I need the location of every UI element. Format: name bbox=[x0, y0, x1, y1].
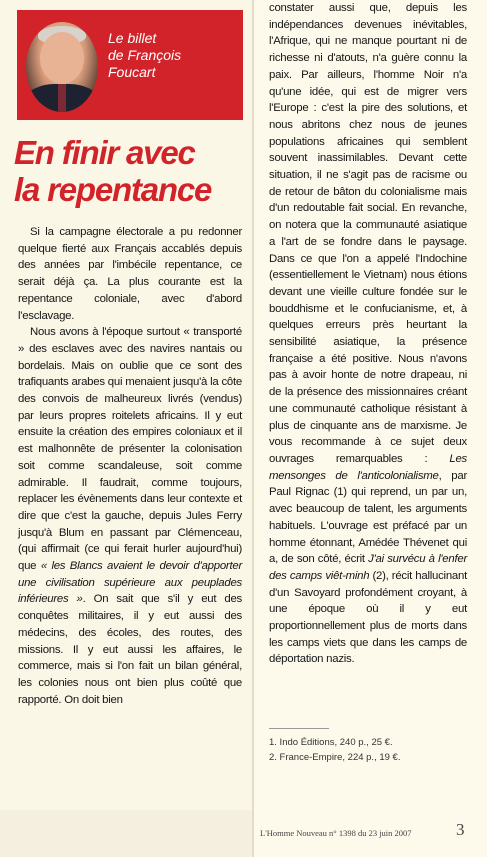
paragraph-3 bbox=[269, 0, 467, 668]
headline-line-2: la repentance bbox=[14, 171, 212, 208]
billet-line-3: Foucart bbox=[108, 64, 156, 80]
left-bottom-margin bbox=[0, 810, 252, 857]
headline-line-1: En finir avec bbox=[14, 134, 195, 171]
paragraph-2 bbox=[18, 324, 242, 708]
left-body-text bbox=[18, 224, 242, 708]
portrait-tie bbox=[58, 84, 66, 112]
paragraph-3-text-a: constater aussi que, depuis les indépendances devenues inévitables, l'Afrique, qui ne manque pourtant ni de richesse ni d'atouts, n'a guère connu la paix. Par ailleurs, l'homme Noir n'a qu'une idée, qui est de migrer vers l'Europe : c'est la pire des solutions, et nous abritons chez nous de jeunes populations africaines qui semblent souvent inassimilables. Devant cette situation, il ne s'agit pas de racisme ou de retour de bâton du colonialisme mais d'un redoutable fait social. En revanche, on notera que la communauté asiatique a l'art de se fondre dans le paysage. Dans ce que l'on a appelé l'Indochine (essentiellement le Vietnam) nous étions devant une vieille culture fondée sur le bouddhisme et le confucianisme, et, à quelques erreurs près heurtant la sensibilité asiatique, la présence française a été positive. Nous n'avons pas à avoir honte de notre drapeau, ni de la présence des missionnaires créant une communauté catholique résistant à plus de cinquante ans de marxisme. Je vous recommande à ce sujet deux ouvrages remarquables : bbox=[269, 2, 467, 465]
footnotes bbox=[269, 736, 469, 765]
right-body-text bbox=[269, 0, 467, 668]
ferry-quote: « les Blancs avaient le devoir d'apporter une civilisation supérieure aux peuplades inférieures » bbox=[18, 560, 242, 606]
notes-divider bbox=[269, 728, 329, 729]
paragraph-3-text-b: , par Paul Rignac (1) qui reprend, un par un, avec beaucoup de talent, les arguments habituels. L'ouvrage est préfacé par un homme étonnant, Amédée Thévenet qui a, de son côté, écrit bbox=[269, 469, 467, 566]
paragraph-2-text-b: . On sait que s'il y eut des conquêtes militaires, il y eut aussi des médecins, des écoles, des routes, des missions. Il y eut aussi les affaires, le commerce, mais si l'on fait un bilan général, les colonies nous ont bien plus coûté que rapporté. On doit bien bbox=[18, 593, 242, 706]
page-number: 3 bbox=[456, 820, 465, 839]
paragraph-3-text-c: (2), récit hallucinant d'un Savoyard profondément croyant, à une époque où il y eut proportionnellement plus de morts dans les camps viets que dans les camps de déportation nazis. bbox=[269, 569, 467, 666]
book-title-1: Les mensonges de l'anticolonialisme bbox=[269, 452, 467, 482]
paragraph-1-text: Si la campagne électorale a pu redonner quelque fierté aux Français accablés depuis des années par l'imbécile repentance, ce serait déjà ça. La plus courante est la repentance coloniale, avec d'abord l'esclavage. bbox=[18, 226, 242, 322]
book-title-2: J'ai survécu à l'enfer des camps viêt-minh bbox=[269, 553, 467, 582]
footnote-2: 2. France-Empire, 224 p., 19 €. bbox=[269, 751, 401, 763]
publication-footer: L'Homme Nouveau n° 1398 du 23 juin 2007 bbox=[260, 828, 412, 838]
article-headline bbox=[14, 134, 248, 208]
billet-caption bbox=[108, 30, 238, 81]
portrait-face bbox=[40, 32, 84, 84]
paragraph-1 bbox=[18, 224, 242, 324]
billet-line-1: Le billet bbox=[108, 30, 157, 46]
footnote-1: 1. Indo Éditions, 240 p., 25 €. bbox=[269, 737, 393, 748]
paragraph-2-text-a: Nous avons à l'époque surtout « transporté » des esclaves avec des navires nantais ou bordelais. Mais on oublie que ce sont des trafiquants arabes qui menaient jusqu'à la côte des convois de malheureux livrés (vendus) par leurs propres roitelets africains. Il y eut ensuite la création des empires coloniaux et il est malhonnête de présenter la colonisation soit comme scandaleuse, soit comme admirable. Il faudrait, comme toujours, replacer les évènements dans leur contexte et dire que c'est la gauche, depuis Jules Ferry jusqu'à Blum en passant par Clémenceau, (qui affirmait (ce qui ferait hurler aujourd'hui) que bbox=[18, 326, 242, 573]
billet-line-2: de François bbox=[108, 47, 182, 63]
author-portrait bbox=[26, 22, 98, 112]
